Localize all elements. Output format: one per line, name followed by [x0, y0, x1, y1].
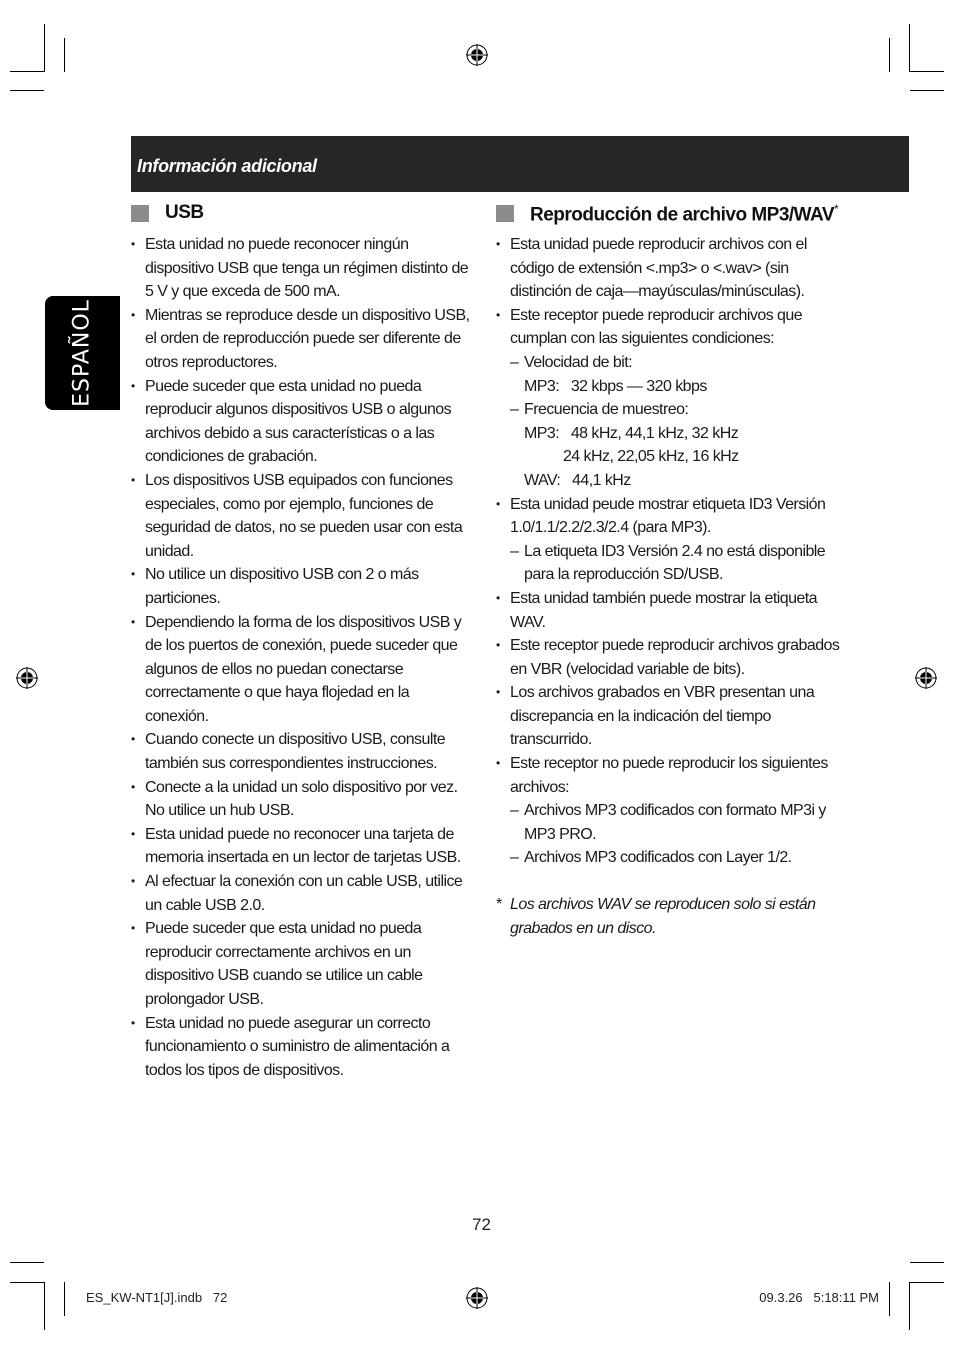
mp3-section-heading — [496, 202, 841, 230]
crop-mark — [910, 90, 944, 91]
crop-mark — [889, 1282, 890, 1316]
dash-mark: – — [510, 849, 519, 867]
crop-mark — [10, 1282, 44, 1283]
footnote-asterisk: * — [496, 896, 502, 914]
list-item: • Esta unidad también puede mostrar la etiqueta WAV. — [496, 587, 841, 634]
dash-mark: – — [510, 353, 519, 371]
crop-mark — [889, 38, 890, 72]
section-square-icon — [131, 205, 149, 222]
usb-list — [131, 233, 471, 1082]
list-item: • Esta unidad puede reproducir archivos con el código de extensión <.mp3> o <.wav> (sin distinción de caja—mayúsculas/minúsculas). — [496, 233, 841, 304]
mp3-list — [496, 233, 841, 870]
sub-item — [510, 351, 841, 375]
list-item: • No utilice un dispositivo USB con 2 o más particiones. — [131, 563, 471, 610]
list-item-text: Este receptor no puede reproducir los siguientes archivos: — [510, 755, 828, 796]
footnote-text: Los archivos WAV se reproducen solo si están grabados en un disco. — [510, 896, 816, 937]
sub-item-text: La etiqueta ID3 Versión 2.4 no está disponible para la reproducción SD/USB. — [524, 542, 826, 584]
crop-mark — [64, 1282, 65, 1316]
list-item: • Los archivos grabados en VBR presentan una discrepancia en la indicación del tiempo transcurrido. — [496, 681, 841, 752]
crop-mark — [909, 24, 910, 72]
list-item: • Dependiendo la forma de los dispositivos USB y de los puertos de conexión, puede suceder que algunos de ellos no puedan conectarse correctamente o que haya flojedad en la conexión. — [131, 611, 471, 729]
registration-mark-icon — [466, 44, 488, 66]
section-square-icon — [496, 205, 514, 222]
mp3-section-title-text: Reproducción de archivo MP3/WAV — [530, 204, 835, 226]
mp3-section-title — [530, 202, 838, 226]
list-item-text: Esta unidad peude mostrar etiqueta ID3 Versión 1.0/1.1/2.2/2.3/2.4 (para MP3). — [510, 495, 826, 537]
language-tab-label: ESPAÑOL — [69, 299, 95, 407]
list-item: • Puede suceder que esta unidad no pueda reproducir correctamente archivos en un dispositivo USB cuando se utilice un cable prolongador USB. — [131, 917, 471, 1011]
list-item — [496, 752, 841, 870]
list-item: • Mientras se reproduce desde un dispositivo USB, el orden de reproducción puede ser diferente de otros reproductores. — [131, 304, 471, 375]
crop-mark — [910, 71, 944, 72]
registration-mark-icon — [915, 667, 937, 689]
asterisk-mark: * — [834, 202, 839, 216]
print-slug-right: 09.3.26 5:18:11 PM — [759, 1290, 879, 1305]
sub-item — [510, 540, 841, 587]
crop-mark — [10, 1262, 44, 1263]
list-item: • Conecte a la unidad un solo dispositivo por vez. No utilice un hub USB. — [131, 776, 471, 823]
list-item: • Esta unidad no puede reconocer ningún dispositivo USB que tenga un régimen distinto de 5 V y que exceda de 500 mA. — [131, 233, 471, 304]
registration-mark-icon — [16, 667, 38, 689]
registration-mark-icon — [466, 1287, 488, 1309]
footnote — [496, 893, 841, 940]
list-item: • Cuando conecte un dispositivo USB, consulte también sus correspondientes instrucciones. — [131, 728, 471, 775]
list-item: • Este receptor puede reproducir archivos grabados en VBR (velocidad variable de bits). — [496, 634, 841, 681]
sub-item — [510, 799, 841, 846]
mp3-column — [496, 202, 841, 940]
usb-section-heading — [131, 202, 471, 230]
list-item-text: Este receptor puede reproducir archivos que cumplan con las siguientes condiciones: — [510, 306, 803, 348]
dash-mark: – — [510, 802, 519, 820]
sub-item — [510, 398, 841, 422]
sub-item-text: Archivos MP3 codificados con formato MP3i y MP3 PRO. — [524, 802, 826, 843]
crop-mark — [910, 1282, 944, 1283]
crop-mark — [909, 1282, 910, 1330]
list-item: • Esta unidad puede no reconocer una tarjeta de memoria insertada en un lector de tarjetas USB. — [131, 823, 471, 870]
list-item: • Los dispositivos USB equipados con funciones especiales, como por ejemplo, funciones de seguridad de datos, no se pueden usar con esta unidad. — [131, 469, 471, 563]
crop-mark — [64, 38, 65, 72]
frequency-mp3-2: 24 kHz, 22,05 kHz, 16 kHz — [524, 448, 739, 466]
bitrate-label: Velocidad de bit: — [524, 353, 633, 371]
sub-item-text: Archivos MP3 codificados con Layer 1/2. — [524, 849, 792, 867]
dash-mark: – — [510, 401, 519, 419]
usb-section-title: USB — [165, 202, 204, 223]
sub-item — [510, 846, 841, 870]
list-item: • Puede suceder que esta unidad no pueda reproducir algunos dispositivos USB o algunos archivos debido a sus características o a las condiciones de grabación. — [131, 375, 471, 469]
crop-mark — [44, 24, 45, 72]
list-item — [496, 304, 841, 493]
crop-mark — [910, 1262, 944, 1263]
crop-mark — [44, 1282, 45, 1330]
bitrate-mp3: MP3: 32 kbps — 320 kbps — [524, 377, 707, 395]
list-item: • Esta unidad no puede asegurar un correcto funcionamiento o suministro de alimentación a todos los tipos de dispositivos. — [131, 1012, 471, 1083]
frequency-mp3-1: MP3: 48 kHz, 44,1 kHz, 32 kHz — [524, 424, 739, 442]
dash-mark: – — [510, 542, 519, 560]
usb-column — [131, 202, 471, 1082]
crop-mark — [10, 71, 44, 72]
list-item — [496, 493, 841, 587]
list-item: • Al efectuar la conexión con un cable USB, utilice un cable USB 2.0. — [131, 870, 471, 917]
frequency-wav: WAV: 44,1 kHz — [524, 471, 631, 489]
format-conditions — [510, 351, 841, 493]
section-header-title: Información adicional — [137, 156, 317, 176]
page-number: 72 — [472, 1215, 491, 1234]
crop-mark — [10, 90, 44, 91]
frequency-label: Frecuencia de muestreo: — [524, 401, 689, 419]
print-slug-left: ES_KW-NT1[J].indb 72 — [86, 1290, 228, 1305]
